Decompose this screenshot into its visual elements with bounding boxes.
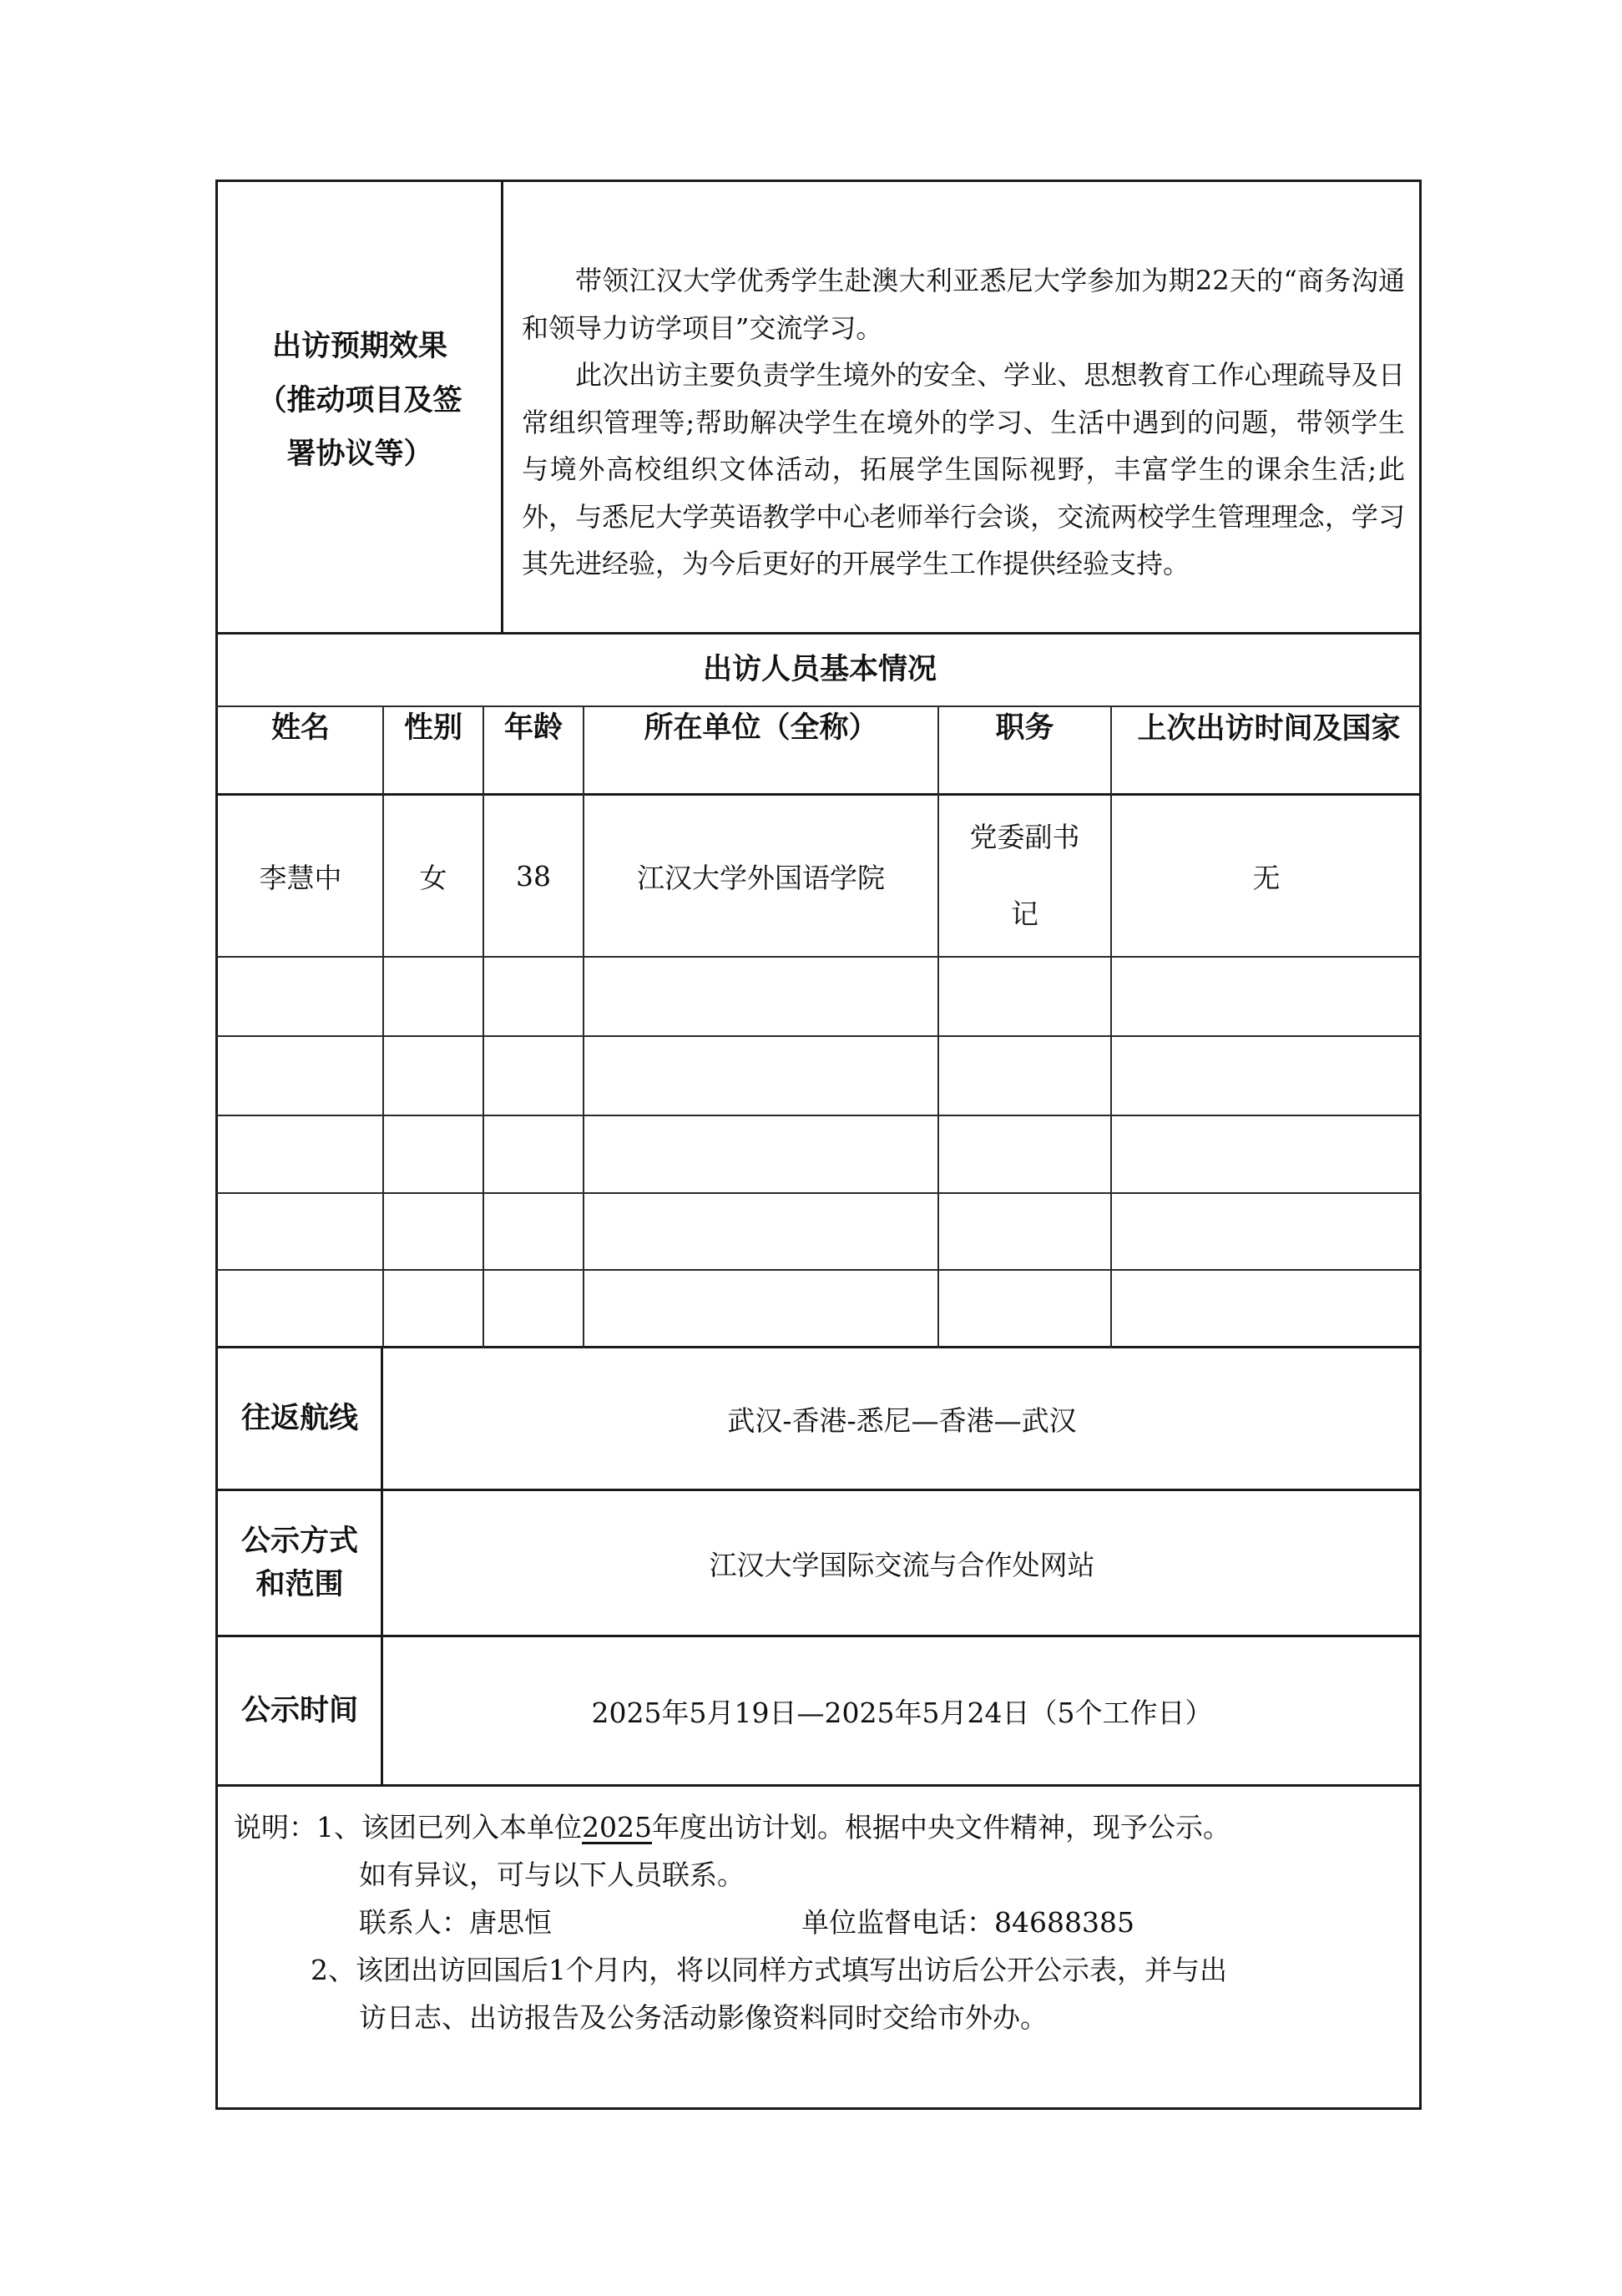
note-contact-line xyxy=(234,1899,1419,1946)
table-cell-position: 党委副书 记 xyxy=(969,821,1080,930)
route-label: 往返航线 xyxy=(240,1401,358,1435)
plan-year: 2025 xyxy=(582,1811,652,1843)
publicity-time-value: 2025年5月19日—2025年5月24日（5个工作日） xyxy=(591,1696,1213,1729)
publicity-value: 江汉大学国际交流与合作处网站 xyxy=(709,1548,1095,1581)
table-cell-gender: 女 xyxy=(419,861,447,894)
expected-effect-paragraph: 带领江汉大学优秀学生赴澳大利亚悉尼大学参加为期22天的“商务沟通和领导力访学项目”交流学习。 xyxy=(522,265,1405,344)
column-header-gender: 性别 xyxy=(403,711,462,745)
divider xyxy=(215,1784,1422,1787)
divider xyxy=(215,1192,1422,1194)
note-line1-rest: 年度出访计划。根据中央文件精神，现予公示。 xyxy=(651,1811,1230,1843)
publicity-label: 公示方式 和范围 xyxy=(240,1524,358,1601)
column-header-name: 姓名 xyxy=(270,711,330,745)
expected-effect-label: 出访预期效果 （推动项目及签 署协议等） xyxy=(257,329,462,472)
divider xyxy=(215,1115,1422,1116)
publicity-time-label: 公示时间 xyxy=(240,1693,358,1727)
divider xyxy=(215,956,1422,958)
note-objection: 如有异议，可与以下人员联系。 xyxy=(359,1859,745,1891)
table-cell-last-visit: 无 xyxy=(1252,861,1281,894)
column-header-position: 职务 xyxy=(995,711,1054,745)
note-line xyxy=(234,1803,1419,1851)
expected-effect-text xyxy=(522,257,1405,588)
divider xyxy=(215,1269,1422,1271)
contact-person: 联系人：唐思恒 xyxy=(359,1906,552,1939)
divider xyxy=(215,1035,1422,1037)
divider xyxy=(501,180,503,635)
expected-effect-paragraph: 此次出访主要负责学生境外的安全、学业、思想教育工作心理疏导及日常组织管理等;帮助解决学生在境外的学习、生活中遇到的问题，带领学生与境外高校组织文体活动，拓展学生国际视野，丰富学生的课余生活;此外，与悉尼大学英语教学中心老师举行会谈，交流两校学生管理理念，学习其先进经验，为今后更好的开展学生工作提供经验支持。 xyxy=(522,359,1405,579)
table-cell-unit: 江汉大学外国语学院 xyxy=(637,861,885,894)
route-value: 武汉-香港-悉尼—香港—武汉 xyxy=(727,1403,1077,1437)
column-header-last-visit: 上次出访时间及国家 xyxy=(1137,712,1401,746)
notes xyxy=(234,1803,1419,2041)
table-cell-name: 李慧中 xyxy=(259,861,342,894)
note-item-2: 2、该团出访回国后1个月内，将以同样方式填写出访后公开公示表，并与出 xyxy=(311,1954,1227,1986)
table-cell-age: 38 xyxy=(516,859,551,893)
column-header-unit: 所在单位（全称） xyxy=(644,711,878,745)
note-prefix: 说明：1、该团已列入本单位 xyxy=(234,1811,582,1843)
column-header-age: 年龄 xyxy=(503,711,563,745)
supervision-phone: 单位监督电话：84688385 xyxy=(801,1906,1134,1939)
section-title: 出访人员基本情况 xyxy=(702,653,937,687)
note-item-2-cont: 访日志、出访报告及公务活动影像资料同时交给市外办。 xyxy=(359,2001,1048,2034)
